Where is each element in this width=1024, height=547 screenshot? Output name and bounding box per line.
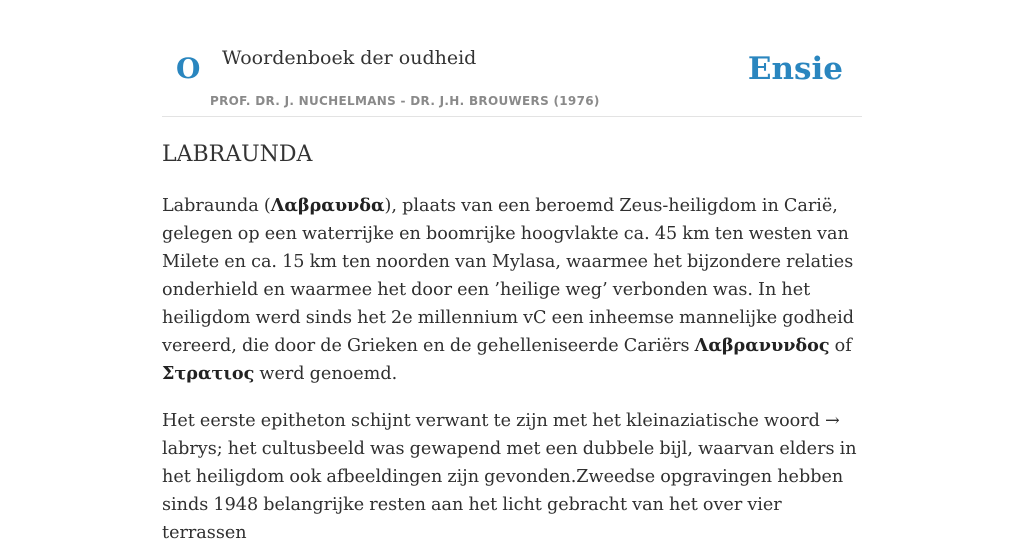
paragraph-text: ), plaats van een beroemd Zeus-heiligdom in Carië, gelegen op een waterrijke en boomrijke hoogvlakte ca. 45 km ten westen van Milete en ca. 15 km ten noorden van Mylasa, waarmee het bijzondere relaties onderhield en waarmee het door een ’heilige weg’ verbonden was. In het heiligdom werd sinds het 2e millennium vC een inheemse mannelijke godheid vereerd, die door de Grieken en de gehelleniseerde Cariërs	[162, 196, 855, 356]
paragraph-text: ; het cultusbeeld was gewapend met een dubbele bijl, waarvan elders in het heiligdom ook afbeeldingen zijn gevonden.Zweedse opgravingen hebben sinds 1948 belangrijke resten aan het licht gebracht van het over vier terrassen	[162, 439, 857, 543]
greek-term: Λαβραυνδα	[270, 195, 385, 216]
ensie-logo-link[interactable]: Ensie	[747, 51, 843, 87]
letter-index[interactable]: O	[176, 52, 201, 85]
paragraph-text: of	[829, 336, 852, 356]
paragraph-text: werd genoemd.	[254, 364, 398, 384]
greek-term: Λαβρανυνδος	[694, 335, 830, 356]
entry-content	[162, 140, 862, 547]
book-authors: PROF. DR. J. NUCHELMANS - DR. J.H. BROUWERS (1976)	[210, 94, 600, 108]
entry-paragraph	[162, 407, 862, 547]
paragraph-text: Labraunda (	[162, 196, 271, 216]
book-title[interactable]: Woordenboek der oudheid	[222, 47, 477, 69]
cross-reference-link-labrys[interactable]: → labrys	[162, 411, 840, 459]
greek-term: Στρατιος	[162, 363, 255, 384]
paragraph-text: Het eerste epitheton schijnt verwant te zijn met het kleinaziatische woord	[162, 411, 826, 431]
entry-paragraph	[162, 192, 862, 388]
dictionary-header	[162, 0, 862, 117]
entry-title: LABRAUNDA	[162, 142, 313, 167]
